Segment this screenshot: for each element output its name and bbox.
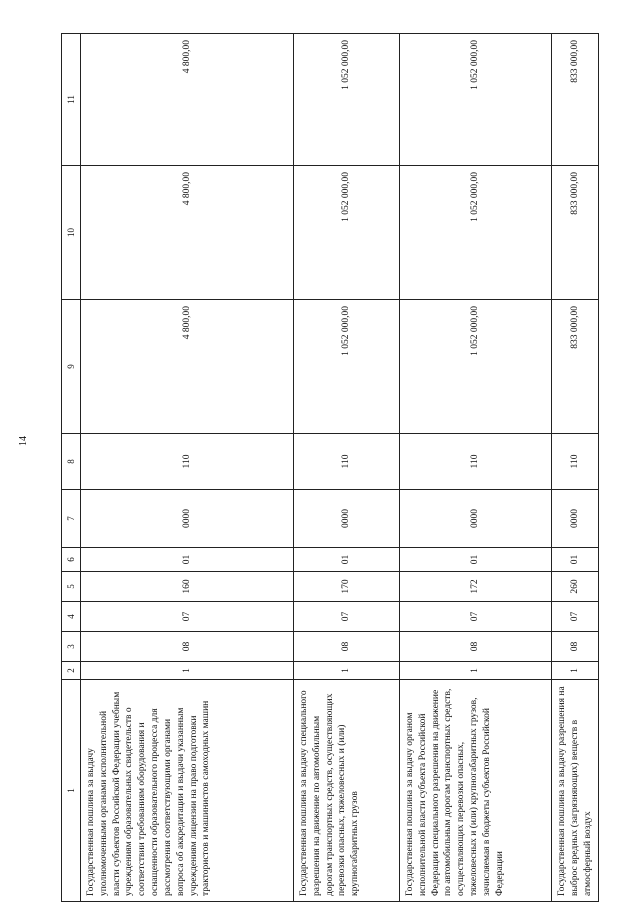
code-cell-3: 08 (294, 632, 400, 662)
amount-cell-9: 1 052 000,00 (400, 300, 552, 434)
code-cell-2: 1 (552, 662, 599, 680)
code-cell-8: 110 (400, 434, 552, 490)
header-row (62, 34, 81, 902)
code-cell-6: 01 (400, 548, 552, 572)
page-number: 14 (18, 436, 29, 446)
amount-cell-9: 1 052 000,00 (294, 300, 400, 434)
code-cell-7: 0000 (294, 490, 400, 548)
code-cell-4: 07 (552, 602, 599, 632)
revenue-table-container (61, 34, 593, 902)
amount-cell-11: 833 000,00 (552, 34, 599, 166)
col-header-4: 4 (62, 602, 81, 632)
col-header-11: 11 (62, 34, 81, 166)
code-cell-5: 160 (81, 572, 294, 602)
col-header-10: 10 (62, 166, 81, 300)
code-cell-6: 01 (294, 548, 400, 572)
amount-cell-10: 1 052 000,00 (294, 166, 400, 300)
amount-cell-9: 833 000,00 (552, 300, 599, 434)
table-row (552, 34, 599, 902)
table-row (294, 34, 400, 902)
code-cell-2: 1 (81, 662, 294, 680)
col-header-5: 5 (62, 572, 81, 602)
row-name-cell: Государственная пошлина за выдачу органом исполнительной власти субъекта Российской Федерации специального разрешения на движение по автомобильным дорогам транспортных средств, осуществляющих перевозки опасных, тяжеловесных и (или) крупногабаритных грузов, зачисляемая в бюджеты субъектов Российской Федерации (400, 680, 552, 902)
code-cell-3: 08 (400, 632, 552, 662)
row-name-cell: Государственная пошлина за выдачу уполномоченными органами исполнительной власти субъектов Российской Федерации учебным учреждениям образовательных свидетельств о соответствии требованиям оборудования и оснащенности образовательного процесса для рассмотрения соответствующими органами вопроса об аккредитации и выдачи указанным учреждениям лицензии на право подготовки трактористов и машинистов самоходных машин (81, 680, 294, 902)
code-cell-6: 01 (552, 548, 599, 572)
col-header-6: 6 (62, 548, 81, 572)
col-header-2: 2 (62, 662, 81, 680)
col-header-8: 8 (62, 434, 81, 490)
code-cell-7: 0000 (400, 490, 552, 548)
code-cell-6: 01 (81, 548, 294, 572)
amount-cell-11: 1 052 000,00 (294, 34, 400, 166)
amount-cell-11: 4 800,00 (81, 34, 294, 166)
code-cell-7: 0000 (552, 490, 599, 548)
code-cell-5: 170 (294, 572, 400, 602)
table-row (400, 34, 552, 902)
col-header-1: 1 (62, 680, 81, 902)
amount-cell-11: 1 052 000,00 (400, 34, 552, 166)
code-cell-4: 07 (81, 602, 294, 632)
table-row (81, 34, 294, 902)
code-cell-8: 110 (81, 434, 294, 490)
amount-cell-10: 1 052 000,00 (400, 166, 552, 300)
code-cell-4: 07 (400, 602, 552, 632)
col-header-3: 3 (62, 632, 81, 662)
col-header-9: 9 (62, 300, 81, 434)
code-cell-2: 1 (294, 662, 400, 680)
code-cell-5: 172 (400, 572, 552, 602)
amount-cell-9: 4 800,00 (81, 300, 294, 434)
code-cell-4: 07 (294, 602, 400, 632)
code-cell-7: 0000 (81, 490, 294, 548)
row-name-cell: Государственная пошлина за выдачу специального разрешения на движение по автомобильным дорогам транспортных средств, осуществляющих перевозки опасных, тяжеловесных и (или) крупногабаритных грузов (294, 680, 400, 902)
revenue-table (61, 33, 599, 902)
amount-cell-10: 4 800,00 (81, 166, 294, 300)
amount-cell-10: 833 000,00 (552, 166, 599, 300)
row-name-cell: Государственная пошлина за выдачу разрешения на выброс вредных (загрязняющих) веществ в атмосферный воздух (552, 680, 599, 902)
code-cell-8: 110 (552, 434, 599, 490)
code-cell-8: 110 (294, 434, 400, 490)
code-cell-3: 08 (81, 632, 294, 662)
col-header-7: 7 (62, 490, 81, 548)
code-cell-2: 1 (400, 662, 552, 680)
code-cell-5: 260 (552, 572, 599, 602)
code-cell-3: 08 (552, 632, 599, 662)
